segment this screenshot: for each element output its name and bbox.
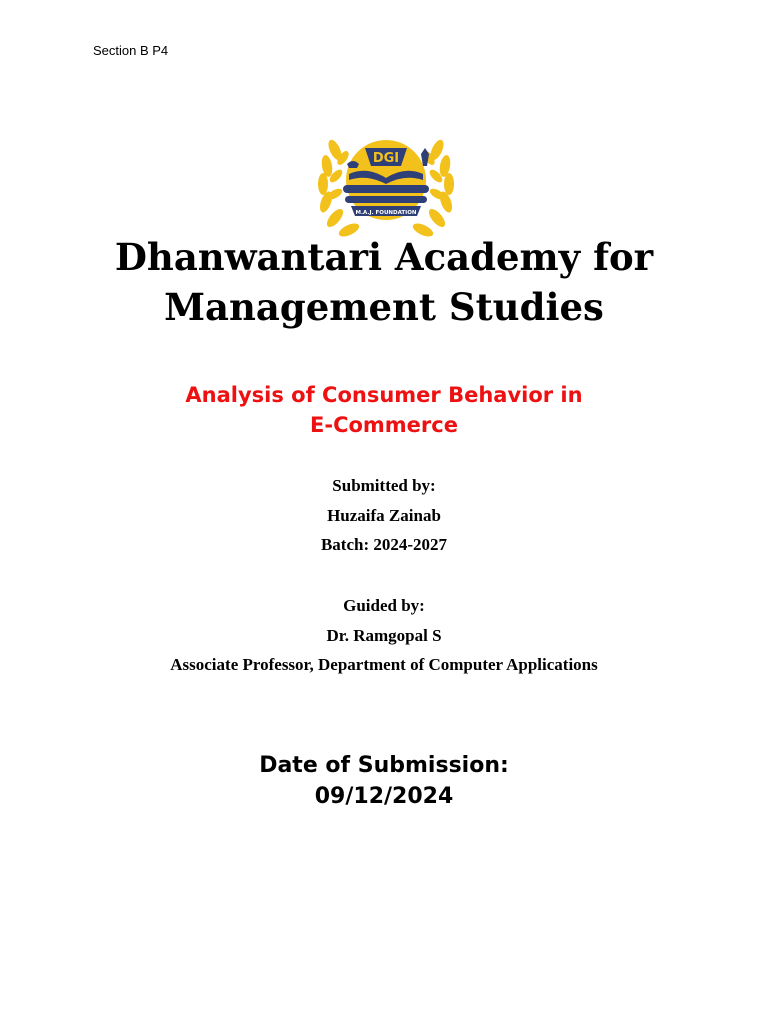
logo-acronym: DGI xyxy=(372,151,400,166)
logo-foundation-text: M.A.J. FOUNDATION xyxy=(355,210,417,216)
institution-name-line1: Dhanwantari Academy for xyxy=(114,235,654,279)
dgi-logo xyxy=(313,130,459,238)
guided-by-label: Guided by: xyxy=(343,596,425,615)
logo-stripe xyxy=(345,196,427,203)
guide-block xyxy=(0,591,768,680)
date-value: 09/12/2024 xyxy=(314,784,454,809)
guide-name: Dr. Ramgopal S xyxy=(326,625,442,645)
guide-designation: Associate Professor, Department of Computer Applications xyxy=(170,655,598,674)
student-name: Huzaifa Zainab xyxy=(327,505,441,525)
section-label: Section B P4 xyxy=(93,43,169,58)
institution-name-line2: Management Studies xyxy=(164,285,604,329)
date-label: Date of Submission: xyxy=(259,753,509,778)
submission-date-block xyxy=(0,750,768,812)
logo-stripe xyxy=(343,185,429,193)
report-title-line2: E-Commerce xyxy=(310,413,458,437)
report-title-line1: Analysis of Consumer Behavior in xyxy=(185,383,583,407)
batch-text: Batch: 2024-2027 xyxy=(320,535,448,554)
institution-name xyxy=(0,232,768,332)
report-title xyxy=(0,380,768,440)
submission-block xyxy=(0,471,768,560)
submitted-by-label: Submitted by: xyxy=(332,476,436,495)
